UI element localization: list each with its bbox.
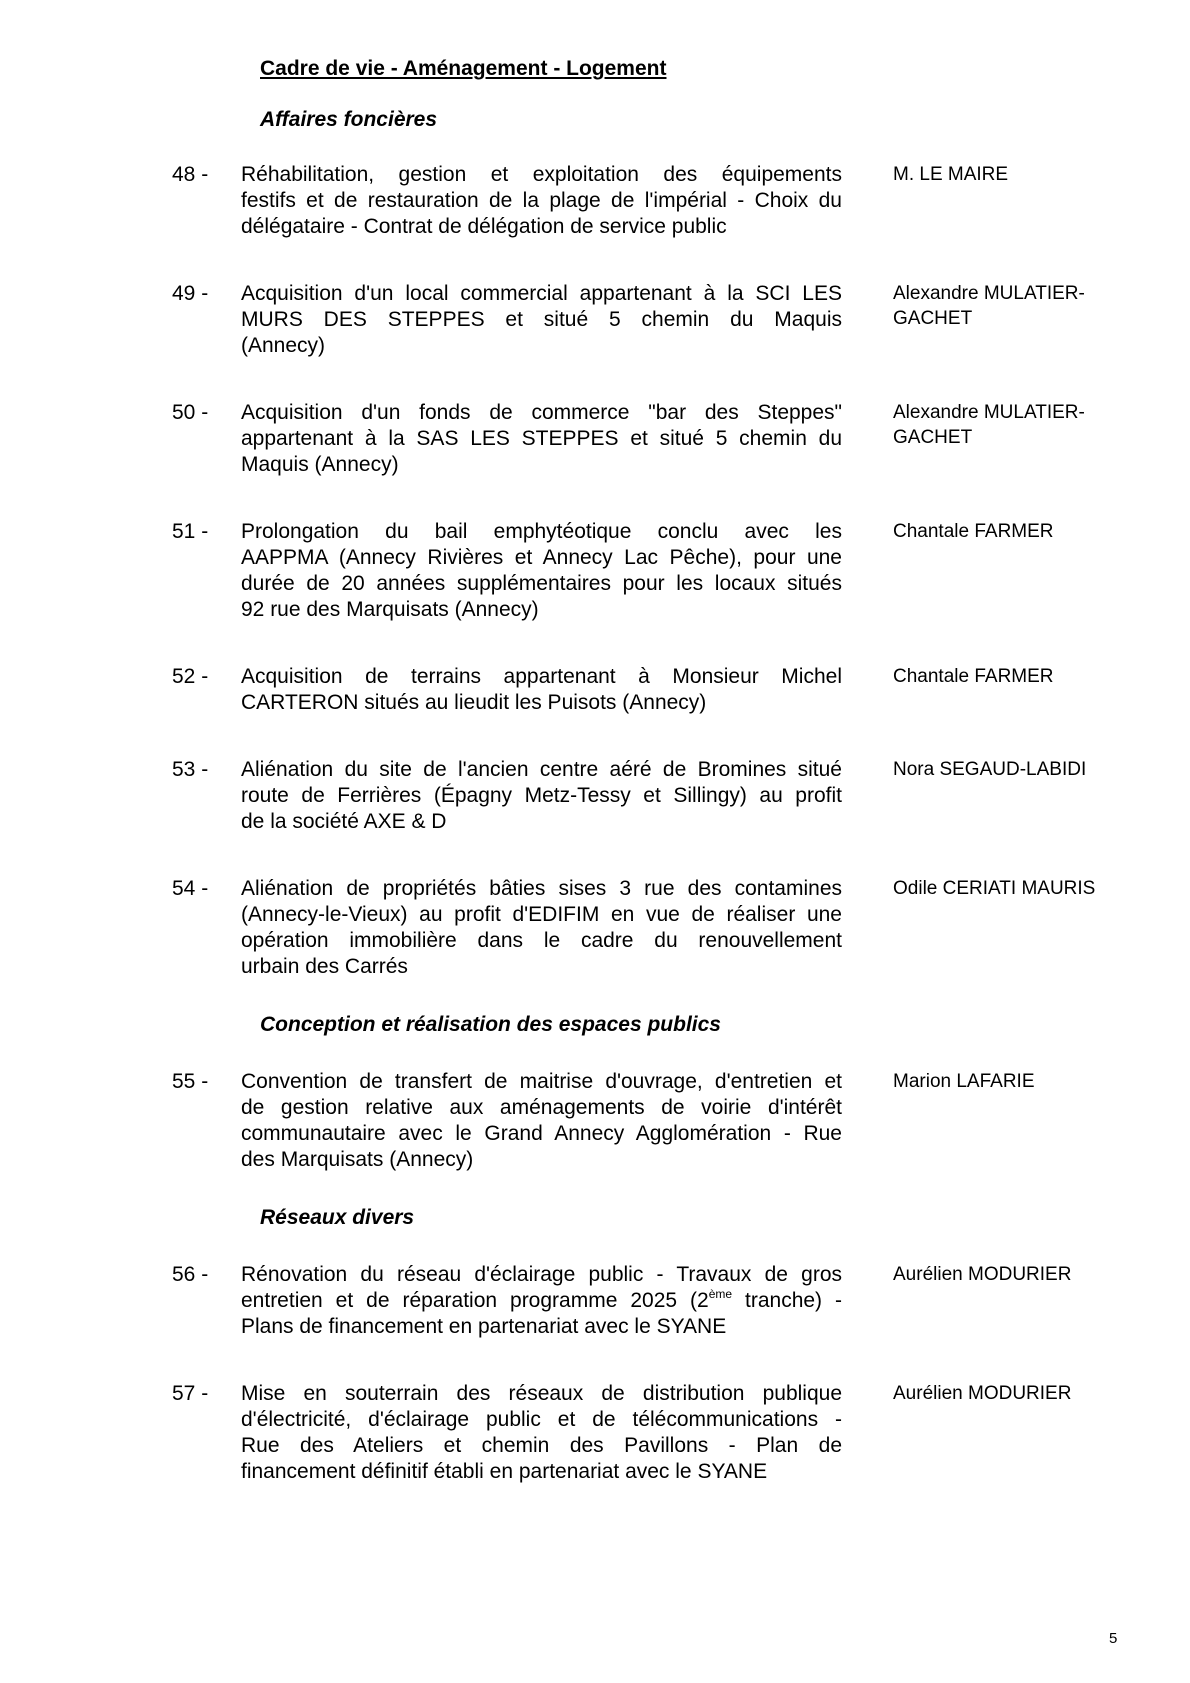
item-line: financement définitif établi en partenariat avec le SYANE [241, 1460, 768, 1483]
item-rapporteur: Alexandre MULATIER-GACHET [893, 283, 1085, 329]
item-line: communautaire avec le Grand Annecy Agglomération - Rue [241, 1122, 842, 1145]
item-rapporteur: Aurélien MODURIER [893, 1383, 1072, 1404]
item-line: Prolongation du bail emphytéotique conclu avec les [241, 520, 842, 543]
item-line: (Annecy) [241, 334, 326, 357]
item-rapporteur: M. LE MAIRE [893, 164, 1009, 185]
item-line: MURS DES STEPPES et situé 5 chemin du Maquis [241, 308, 842, 331]
item-description [241, 400, 842, 478]
item-line: délégataire - Contrat de délégation de service public [241, 215, 727, 238]
item-number: 56 - [172, 1263, 209, 1286]
item-line: Aliénation du site de l'ancien centre aéré de Bromines situé [241, 758, 842, 781]
item-line: Aliénation de propriétés bâties sises 3 rue des contamines [241, 877, 842, 900]
item-number: 52 - [172, 665, 209, 688]
item-line: Mise en souterrain des réseaux de distribution publique [241, 1382, 842, 1405]
item-description [241, 664, 842, 716]
item-line: 92 rue des Marquisats (Annecy) [241, 598, 539, 621]
item-description [241, 757, 842, 835]
item-line: Rénovation du réseau d'éclairage public - Travaux de gros [241, 1263, 842, 1286]
item-line: Acquisition d'un local commercial appartenant à la SCI LES [241, 282, 842, 305]
item-line: festifs et de restauration de la plage de l'impérial - Choix du [241, 189, 842, 212]
item-number: 54 - [172, 877, 209, 900]
item-line: AAPPMA (Annecy Rivières et Annecy Lac Pêche), pour une [241, 546, 842, 569]
item-line: des Marquisats (Annecy) [241, 1148, 474, 1171]
item-line: Convention de transfert de maitrise d'ouvrage, d'entretien et [241, 1070, 842, 1093]
item-rapporteur: Nora SEGAUD-LABIDI [893, 759, 1087, 780]
item-line: urbain des Carrés [241, 955, 408, 978]
item-number: 55 - [172, 1070, 209, 1093]
item-line: (Annecy-le-Vieux) au profit d'EDIFIM en vue de réaliser une [241, 903, 842, 926]
item-line: appartenant à la SAS LES STEPPES et situé 5 chemin du [241, 427, 842, 450]
item-line: d'électricité, d'éclairage public et de télécommunications - [241, 1408, 842, 1431]
subsection-title-reseaux-divers: Réseaux divers [260, 1206, 415, 1229]
item-line: durée de 20 années supplémentaires pour les locaux situés [241, 572, 842, 595]
item-line: Maquis (Annecy) [241, 453, 399, 476]
item-line: Rue des Ateliers et chemin des Pavillons - Plan de [241, 1434, 842, 1457]
item-rapporteur: Aurélien MODURIER [893, 1264, 1072, 1285]
item-number: 53 - [172, 758, 209, 781]
item-number: 51 - [172, 520, 209, 543]
item-rapporteur: Chantale FARMER [893, 521, 1054, 542]
superscript-ordinal: ème [708, 1287, 733, 1301]
item-line: Réhabilitation, gestion et exploitation des équipements [241, 163, 842, 186]
item-description [241, 876, 842, 980]
item-line-part: tranche) - [732, 1289, 843, 1312]
item-line-part: entretien et de réparation programme 2025 (2 [241, 1289, 709, 1312]
subsection-title-affaires-foncieres: Affaires foncières [260, 108, 438, 131]
item-line: de gestion relative aux aménagements de voirie d'intérêt [241, 1096, 842, 1119]
item-line: Acquisition de terrains appartenant à Monsieur Michel [241, 665, 842, 688]
item-number: 48 - [172, 163, 209, 186]
item-description [241, 281, 842, 359]
item-line: de la société AXE & D [241, 810, 447, 833]
item-description [241, 1381, 842, 1485]
item-line: CARTERON situés au lieudit les Puisots (Annecy) [241, 691, 707, 714]
subsection-title-espaces-publics: Conception et réalisation des espaces publics [260, 1013, 721, 1036]
item-description [241, 162, 842, 240]
item-rapporteur: Alexandre MULATIER-GACHET [893, 402, 1085, 448]
item-rapporteur: Marion LAFARIE [893, 1071, 1035, 1092]
item-description [241, 519, 842, 623]
item-line [241, 1288, 842, 1314]
item-description [241, 1069, 842, 1173]
item-number: 57 - [172, 1382, 209, 1405]
item-line: route de Ferrières (Épagny Metz-Tessy et Sillingy) au profit [241, 784, 842, 807]
section-title: Cadre de vie - Aménagement - Logement [260, 57, 667, 80]
item-line: Plans de financement en partenariat avec le SYANE [241, 1315, 727, 1338]
item-rapporteur: Chantale FARMER [893, 666, 1054, 687]
item-number: 50 - [172, 401, 209, 424]
item-line: opération immobilière dans le cadre du renouvellement [241, 929, 842, 952]
item-number: 49 - [172, 282, 209, 305]
item-rapporteur: Odile CERIATI MAURIS [893, 878, 1096, 899]
page-number: 5 [1109, 1630, 1118, 1647]
item-description [241, 1262, 842, 1340]
item-line: Acquisition d'un fonds de commerce "bar des Steppes" [241, 401, 842, 424]
